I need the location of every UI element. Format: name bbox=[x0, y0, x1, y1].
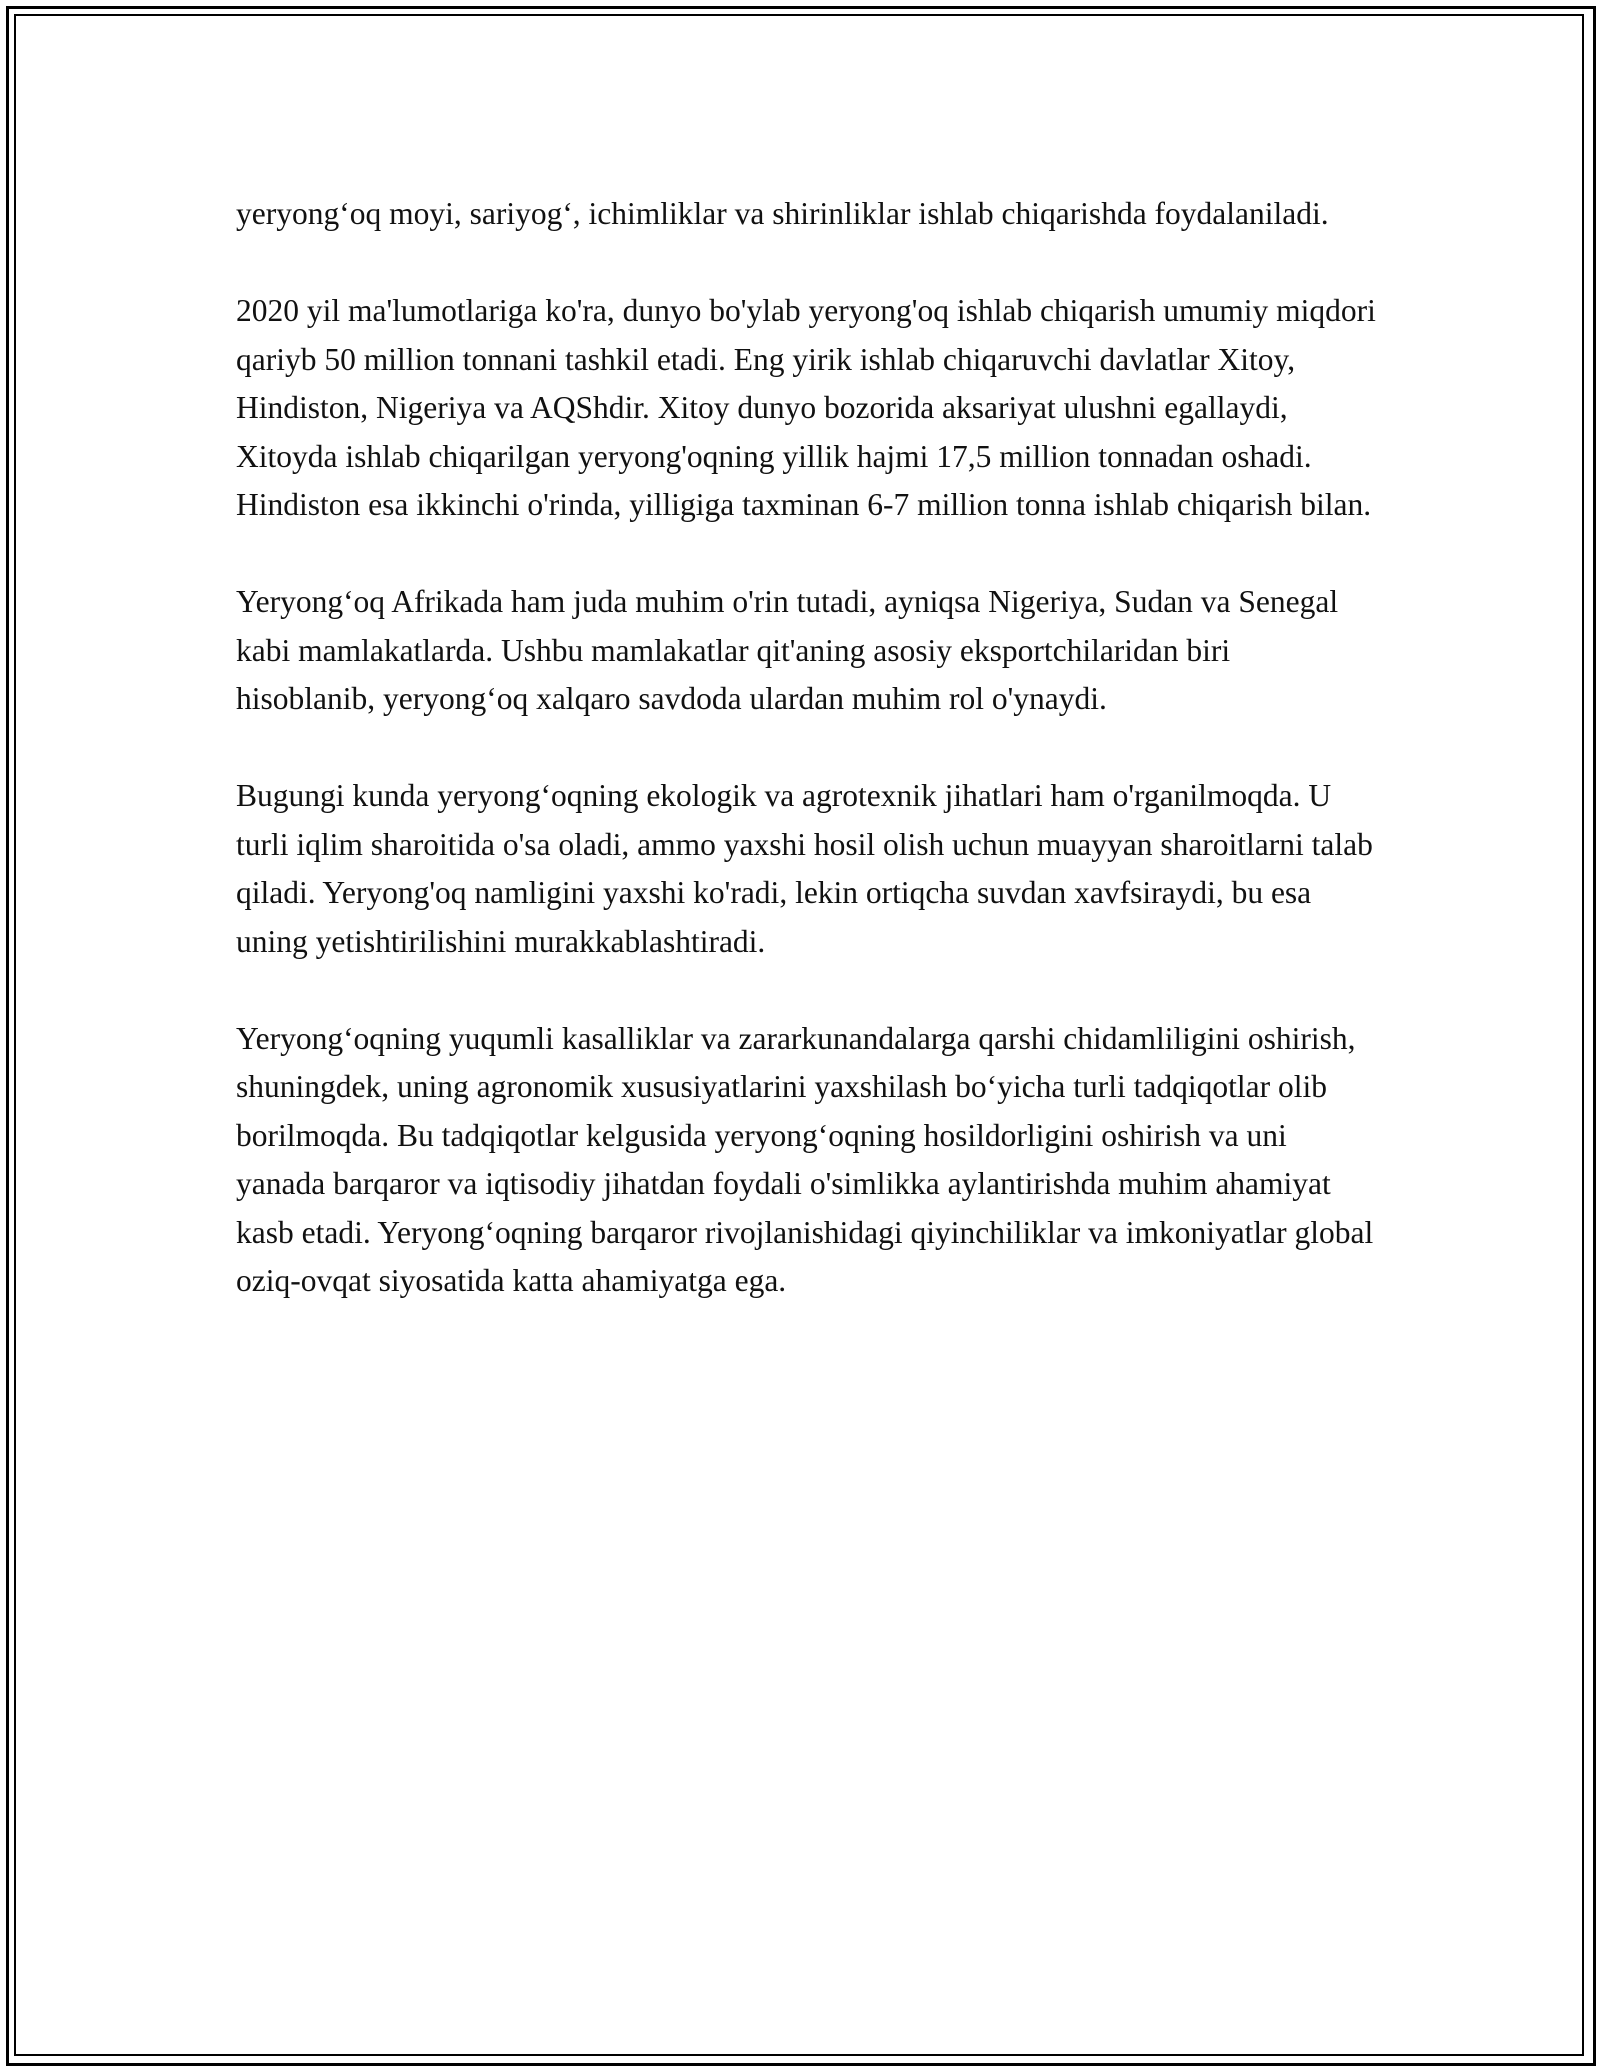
paragraph-oil-usage: yeryong‘oq moyi, sariyog‘, ichimliklar va shirinliklar ishlab chiqarishda foydalaniladi. bbox=[236, 196, 1329, 231]
paragraph-research: Yeryong‘oqning yuqumli kasalliklar va zararkunandalarga qarshi chidamliligini oshirish, shuningdek, uning agronomik xususiyatlarini yaxshilash bo‘yicha turli tadqiqotlar olib borilmoqda. Bu tadqiqotlar kelgusida yeryong‘oqning hosildorligini oshirish va uni yanada barqaror va iqtisodiy jihatdan foydali o'simlikka aylantirishda muhim ahamiyat kasb etadi. Yeryong‘oqning barqaror rivojlanishidagi qiyinchiliklar va imkoniyatlar global oziq-ovqat siyosatida katta ahamiyatga ega. bbox=[236, 1020, 1374, 1298]
paragraph-ecology: Bugungi kunda yeryong‘oqning ekologik va agrotexnik jihatlari ham o'rganilmoqda. U turli iqlim sharoitida o'sa oladi, ammo yaxshi hosil olish uchun muayyan sharoitlarni talab qiladi. Yeryong'oq namligini yaxshi ko'radi, lekin ortiqcha suvdan xavfsiraydi, bu esa uning yetishtirilishini murakkablashtiradi. bbox=[236, 778, 1373, 959]
paragraph-world-production: 2020 yil ma'lumotlariga ko'ra, dunyo bo'ylab yeryong'oq ishlab chiqarish umumiy miqdori qariyb 50 million tonnani tashkil etadi. Eng yirik ishlab chiqaruvchi davlatlar Xitoy, Hindiston, Nigeriya va AQShdir. Xitoy dunyo bozorida aksariyat ulushni egallaydi, Xitoyda ishlab chiqarilgan yeryong'oqning yillik hajmi 17,5 million tonnadan oshadi. Hindiston esa ikkinchi o'rinda, yilligiga taxminan 6-7 million tonna ishlab chiqarish bilan. bbox=[236, 293, 1376, 522]
paragraph-africa: Yeryong‘oq Afrikada ham juda muhim o'rin tutadi, ayniqsa Nigeriya, Sudan va Senegal kabi mamlakatlarda. Ushbu mamlakatlar qit'aning asosiy eksportchilaridan biri hisoblanib, yeryong‘oq xalqaro savdoda ulardan muhim rol o'ynaydi. bbox=[236, 584, 1339, 716]
document-body bbox=[236, 190, 1376, 1306]
